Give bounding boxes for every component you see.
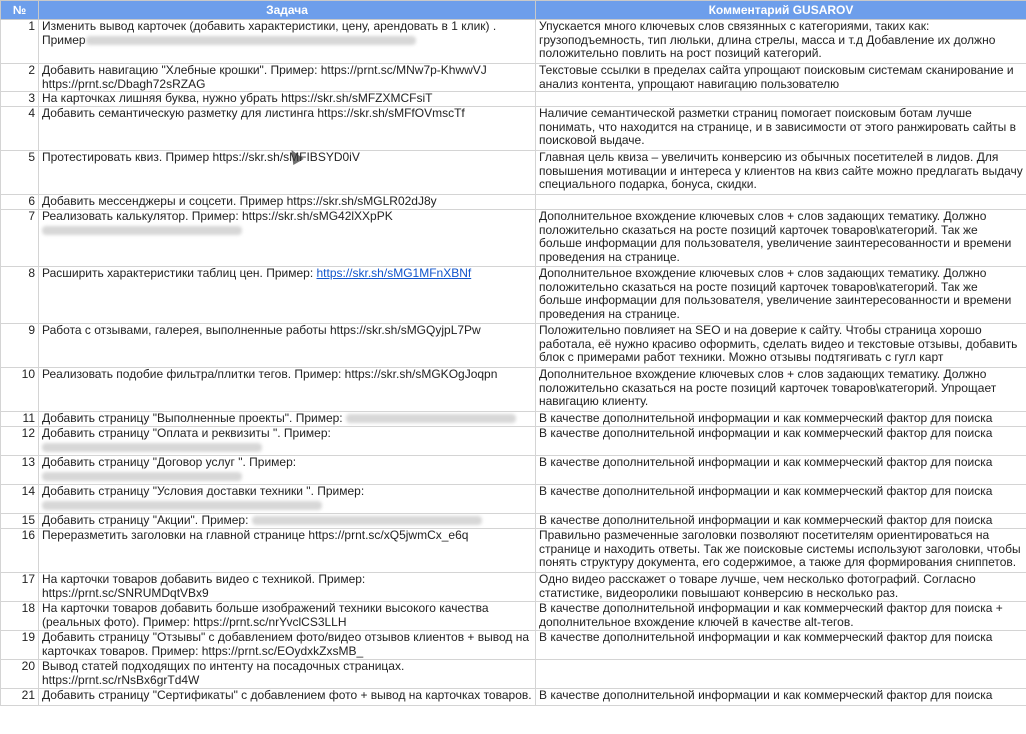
task-cell[interactable]: [39, 267, 536, 324]
task-cell[interactable]: [39, 660, 536, 689]
table-row: [1, 485, 1026, 514]
redacted-link: [42, 501, 322, 510]
task-cell[interactable]: [39, 427, 536, 456]
comment-cell[interactable]: Упускается много ключевых слов связянных с категориями, таких как: грузоподъемность, тип люльки, длина стрелы, масса и т.д Добавление их должно положительно повлить на рост позиций категорий.: [536, 20, 1026, 64]
row-number[interactable]: 10: [1, 368, 39, 412]
task-cell[interactable]: [39, 151, 536, 195]
task-text: Добавить страницу "Условия доставки техники ". Пример:: [42, 484, 365, 498]
table-row: [1, 210, 1026, 267]
comment-cell[interactable]: [536, 195, 1026, 210]
comment-cell[interactable]: Дополнительное вхождение ключевых слов + слов задающих тематику. Должно положительно сказаться на росте позиций карточек товаров\категорий. Упрощает навигацию клиенту.: [536, 368, 1026, 412]
row-number[interactable]: 6: [1, 195, 39, 210]
row-number[interactable]: 20: [1, 660, 39, 689]
task-text: Реализовать калькулятор. Пример: https://skr.sh/sMG42lXXpPK: [42, 209, 393, 223]
row-number[interactable]: 15: [1, 514, 39, 529]
row-number[interactable]: 17: [1, 573, 39, 602]
task-text-line2: Пример: [42, 32, 86, 47]
task-cell[interactable]: [39, 368, 536, 412]
task-cell[interactable]: [39, 529, 536, 573]
comment-cell[interactable]: Дополнительное вхождение ключевых слов + слов задающих тематику. Должно положительно сказаться на росте позиций карточек товаров\категорий. Так же больше информации для пользователя, увеличение заинтересованности и времени проведения на странице.: [536, 210, 1026, 267]
redacted-link: [86, 36, 416, 45]
row-number[interactable]: 16: [1, 529, 39, 573]
row-number[interactable]: 5: [1, 151, 39, 195]
table-row: [1, 324, 1026, 368]
comment-cell[interactable]: В качестве дополнительной информации и как коммерческий фактор для поиска: [536, 427, 1026, 456]
task-text: Добавить страницу "Отзывы" с добавлением фото/видео отзывов клиентов + вывод на карточках товаров. Пример: https://prnt.sc/EOydxkZxsMB_: [42, 630, 530, 658]
comment-cell[interactable]: Наличие семантической разметки страниц помогает поисковым ботам лучше понимать, что находится на странице, и в зависимости от этого ранжировать сайты в поисковой выдаче.: [536, 107, 1026, 151]
redacted-link: [252, 516, 482, 525]
row-number[interactable]: 4: [1, 107, 39, 151]
task-cell[interactable]: [39, 324, 536, 368]
comment-cell[interactable]: В качестве дополнительной информации и как коммерческий фактор для поиска: [536, 456, 1026, 485]
table-row: [1, 151, 1026, 195]
redacted-link: [42, 226, 242, 235]
table-row: [1, 602, 1026, 631]
table-row: [1, 267, 1026, 324]
comment-cell[interactable]: [536, 92, 1026, 107]
table-row: [1, 573, 1026, 602]
row-number[interactable]: 2: [1, 64, 39, 92]
task-text: На карточки товаров добавить больше изображений техники высокого качества (реальных фото). Пример: https://prnt.sc/nrYvclCS3LLH: [42, 601, 489, 629]
comment-cell[interactable]: Текстовые ссылки в пределах сайта упрощают поисковым системам сканирование и анализ контента, упрощают навигацию пользователю: [536, 64, 1026, 92]
table-row: [1, 456, 1026, 485]
task-cell[interactable]: [39, 485, 536, 514]
row-number[interactable]: 11: [1, 412, 39, 427]
task-text: Добавить страницу "Акции". Пример:: [42, 513, 252, 527]
comment-cell[interactable]: В качестве дополнительной информации и как коммерческий фактор для поиска + дополнительное вхождение ключей в качестве alt-тегов.: [536, 602, 1026, 631]
comment-cell[interactable]: В качестве дополнительной информации и как коммерческий фактор для поиска: [536, 412, 1026, 427]
row-number[interactable]: 13: [1, 456, 39, 485]
table-row: [1, 412, 1026, 427]
comment-cell[interactable]: Положительно повлияет на SEO и на доверие к сайту. Чтобы страница хорошо работала, её нужно красиво оформить, сделать видео и текстовые отзывы, добавить блок с примерами работ техники. Можно отзывы подтягивать с гугл карт: [536, 324, 1026, 368]
table-row: [1, 514, 1026, 529]
header-num[interactable]: №: [1, 1, 39, 20]
task-cell[interactable]: [39, 20, 536, 64]
row-number[interactable]: 3: [1, 92, 39, 107]
row-number[interactable]: 21: [1, 689, 39, 706]
table-row: [1, 368, 1026, 412]
row-number[interactable]: 12: [1, 427, 39, 456]
table-row: [1, 64, 1026, 92]
table-row: [1, 660, 1026, 689]
table-row: [1, 107, 1026, 151]
task-cell[interactable]: [39, 514, 536, 529]
row-number[interactable]: 1: [1, 20, 39, 64]
comment-cell[interactable]: Правильно размеченные заголовки позволяют посетителям ориентироваться на странице и находить ответы. Так же поисковые системы используют заголовки, чтобы понять структуру документа, его содержимое, а также для формирования сниппетов.: [536, 529, 1026, 573]
redacted-link: [346, 414, 516, 423]
task-text: Работа с отзывами, галерея, выполненные работы https://skr.sh/sMGQyjpL7Pw: [42, 323, 481, 337]
comment-cell[interactable]: [536, 660, 1026, 689]
task-cell[interactable]: [39, 210, 536, 267]
task-text: Добавить страницу "Оплата и реквизиты ". Пример:: [42, 426, 331, 440]
task-text: Реализовать подобие фильтра/плитки тегов. Пример: https://skr.sh/sMGKOgJoqpn: [42, 367, 498, 381]
task-cell[interactable]: [39, 64, 536, 92]
table-row: [1, 427, 1026, 456]
task-cell[interactable]: [39, 456, 536, 485]
row-number[interactable]: 19: [1, 631, 39, 660]
task-text: Протестировать квиз. Пример https://skr.sh/sMFIBSYD0iV: [42, 150, 360, 164]
task-text: Вывод статей подходящих по интенту на посадочных страницах. https://prnt.sc/rNsBx6grTd4W: [42, 659, 405, 687]
task-text: На карточках лишняя буква, нужно убрать https://skr.sh/sMFZXMCFsiT: [42, 91, 433, 105]
row-number[interactable]: 18: [1, 602, 39, 631]
task-cell[interactable]: [39, 92, 536, 107]
task-text: Добавить мессенджеры и соцсети. Пример https://skr.sh/sMGLR02dJ8y: [42, 194, 437, 208]
table-row: [1, 689, 1026, 706]
header-comment[interactable]: Комментарий GUSAROV: [536, 1, 1026, 20]
table-row: [1, 529, 1026, 573]
task-cell[interactable]: [39, 412, 536, 427]
task-link[interactable]: https://skr.sh/sMG1MFnXBNf: [316, 266, 472, 280]
row-number[interactable]: 9: [1, 324, 39, 368]
task-text: Добавить страницу "Сертификаты" с добавлением фото + вывод на карточках товаров.: [42, 688, 532, 702]
header-row: [1, 1, 1026, 20]
task-cell[interactable]: [39, 195, 536, 210]
task-text: Добавить семантическую разметку для листинга https://skr.sh/sMFfOVmscTf: [42, 106, 465, 120]
redacted-link: [42, 472, 242, 481]
comment-cell[interactable]: В качестве дополнительной информации и как коммерческий фактор для поиска: [536, 514, 1026, 529]
redacted-link: [42, 443, 262, 452]
row-number[interactable]: 14: [1, 485, 39, 514]
row-number[interactable]: 8: [1, 267, 39, 324]
task-text: Переразметить заголовки на главной странице https://prnt.sc/xQ5jwmCx_e6q: [42, 528, 469, 542]
comment-cell[interactable]: В качестве дополнительной информации и как коммерческий фактор для поиска: [536, 485, 1026, 514]
table-row: [1, 195, 1026, 210]
task-text: На карточки товаров добавить видео с техникой. Пример: https://prnt.sc/SNRUMDqtVBx9: [42, 572, 366, 600]
comment-cell[interactable]: Главная цель квиза – увеличить конверсию из обычных посетителей в лидов. Для повышения мотивации и интереса у клиентов на квиз сайте можно предлагать выдачу специального подарка, бонуса, скидки.: [536, 151, 1026, 195]
task-cell[interactable]: [39, 107, 536, 151]
comment-cell[interactable]: Одно видео расскажет о товаре лучше, чем несколько фотографий. Согласно статистике, видеоролики повышают конверсию в несколько раз.: [536, 573, 1026, 602]
task-text: Добавить навигацию "Хлебные крошки". Пример: https://prnt.sc/MNw7p-KhwwVJ https://prnt.sc/Dbagh72sRZAG: [42, 63, 487, 91]
comment-cell[interactable]: Дополнительное вхождение ключевых слов + слов задающих тематику. Должно положительно сказаться на росте позиций карточек товаров\категорий. Так же больше информации для пользователя, увеличение заинтересованности и времени проведения на странице.: [536, 267, 1026, 324]
task-text: Расширить характеристики таблиц цен. Пример:: [42, 266, 317, 280]
task-cell[interactable]: [39, 573, 536, 602]
task-text: Изменить вывод карточек (добавить характеристики, цену, арендовать в 1 клик) .: [42, 19, 497, 33]
row-number[interactable]: 7: [1, 210, 39, 267]
comment-cell[interactable]: В качестве дополнительной информации и как коммерческий фактор для поиска: [536, 689, 1026, 706]
task-text: Добавить страницу "Договор услуг ". Пример:: [42, 455, 297, 469]
task-cell[interactable]: [39, 602, 536, 631]
task-text: Добавить страницу "Выполненные проекты". Пример:: [42, 411, 346, 425]
header-task[interactable]: Задача: [39, 1, 536, 20]
table-row: [1, 20, 1026, 64]
task-cell[interactable]: [39, 631, 536, 660]
table-row: [1, 92, 1026, 107]
table-row: [1, 631, 1026, 660]
task-cell[interactable]: [39, 689, 536, 706]
comment-cell[interactable]: В качестве дополнительной информации и как коммерческий фактор для поиска: [536, 631, 1026, 660]
